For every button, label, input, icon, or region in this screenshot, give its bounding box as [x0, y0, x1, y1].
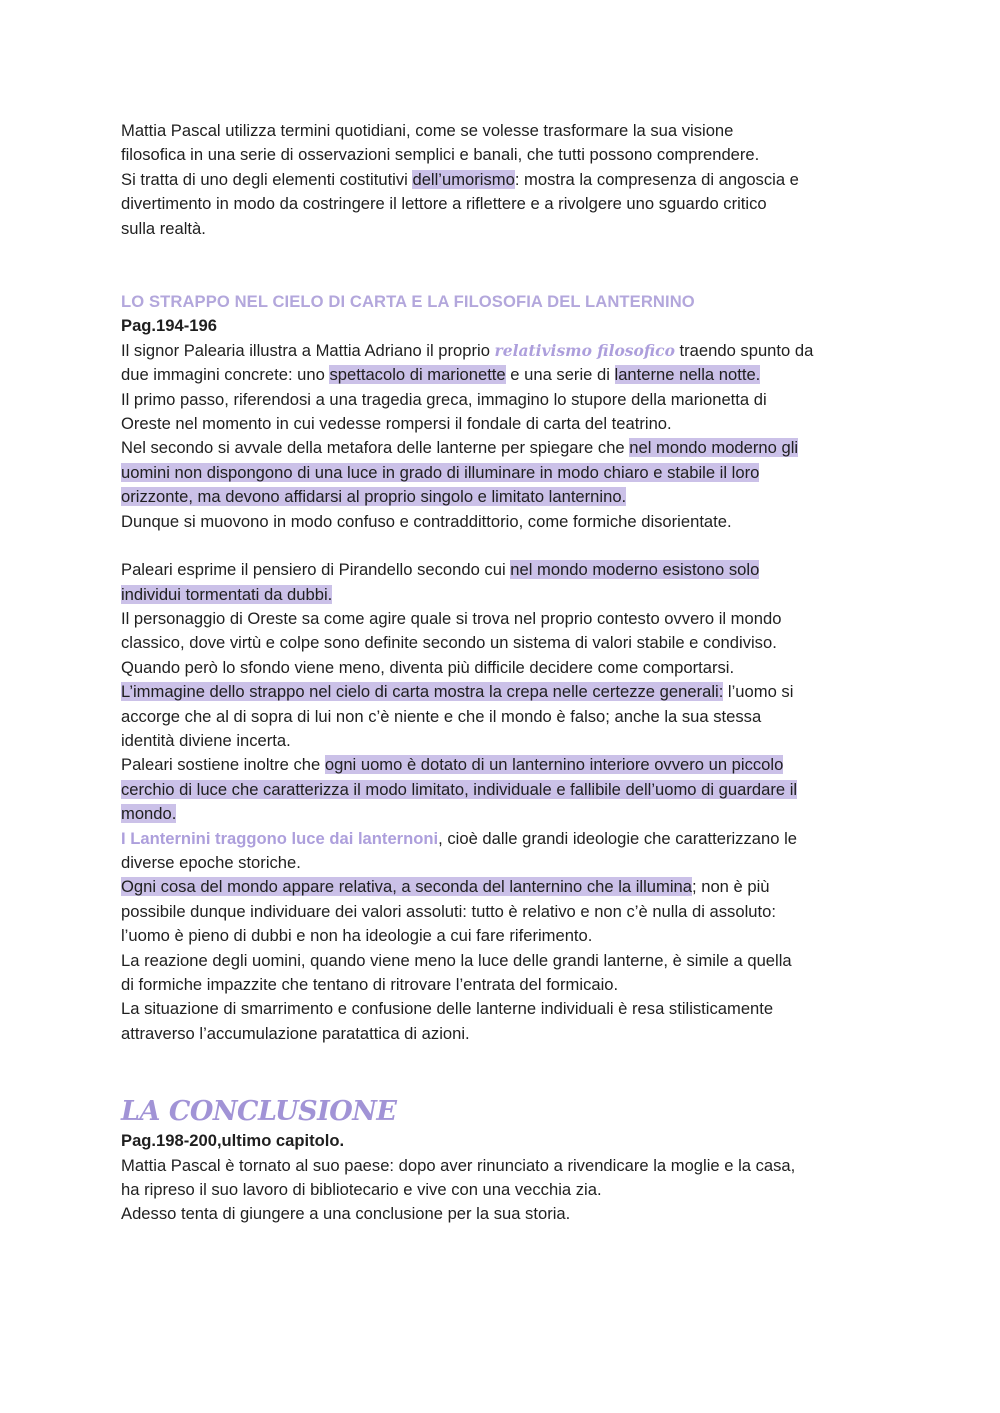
text-line: La situazione di smarrimento e confusione delle lanterne individuali è resa stilisticamente — [121, 999, 774, 1019]
highlighted-text: cerchio di luce che caratterizza il modo limitato, individuale e fallibile dell’uomo di guardare il — [121, 779, 798, 799]
text-line: filosofica in una serie di osservazioni semplici e banali, che tutti possono comprendere. — [121, 145, 760, 165]
highlighted-text: Ogni cosa del mondo appare relativa, a seconda del lanternino che la illumina — [121, 877, 692, 897]
text-line: Dunque si muovono in modo confuso e contraddittorio, come formiche disorientate. — [121, 511, 732, 531]
text-line: Il primo passo, riferendosi a una tragedia greca, immagino lo stupore della marionetta di — [121, 389, 767, 409]
text-run: due immagini concrete: uno — [121, 365, 330, 385]
script-emphasis: relativismo filosofico — [494, 340, 675, 360]
highlighted-text: L’immagine dello strappo nel cielo di carta mostra la crepa nelle certezze generali: — [121, 682, 724, 702]
text-line — [121, 485, 881, 509]
text-line: Quando però lo sfondo viene meno, diventa più difficile decidere come comportarsi. — [121, 657, 735, 677]
text-line — [121, 753, 881, 777]
text-line: sulla realtà. — [121, 218, 206, 238]
page-reference: Pag.194-196 — [121, 316, 217, 336]
highlighted-text: lanterne nella notte. — [614, 365, 761, 385]
section-lanternino — [121, 290, 881, 1046]
text-line — [121, 461, 881, 485]
text-line — [121, 436, 881, 460]
text-run: Paleari esprime il pensiero di Pirandello secondo cui — [121, 560, 511, 580]
text-line — [121, 558, 881, 582]
section-heading: LO STRAPPO NEL CIELO DI CARTA E LA FILOSOFIA DEL LANTERNINO — [121, 292, 695, 312]
text-run: ; non è più — [692, 877, 770, 897]
text-line: attraverso l’accumulazione paratattica di azioni. — [121, 1023, 470, 1043]
text-line — [121, 778, 881, 802]
text-line: Mattia Pascal utilizza termini quotidiani, come se volesse trasformare la sua visione — [121, 121, 734, 140]
text-line: l’uomo è pieno di dubbi e non ha ideologie a cui fare riferimento. — [121, 926, 593, 946]
text-run: , cioè dalle grandi ideologie che caratterizzano le — [438, 828, 797, 848]
text-line: Oreste nel momento in cui vedesse rompersi il fondale di carta del teatrino. — [121, 414, 672, 434]
text-line — [121, 802, 881, 826]
highlighted-text: individui tormentati da dubbi. — [121, 584, 333, 604]
text-line: divertimento in modo da costringere il lettore a riflettere e a rivolgere uno sguardo critico — [121, 194, 767, 214]
text-line: classico, dove virtù e colpe sono definite secondo un sistema di valori stabile e condiviso. — [121, 633, 777, 653]
intro-paragraph — [121, 119, 881, 241]
text-line: di formiche impazzite che tentano di ritrovare l’entrata del formicaio. — [121, 975, 619, 994]
text-line — [121, 339, 881, 363]
text-line: diverse epoche storiche. — [121, 852, 301, 872]
text-run: e una serie di — [505, 365, 615, 385]
text-run: : mostra la compresenza di angoscia e — [514, 169, 799, 189]
document-page — [121, 119, 881, 1227]
text-run: l’uomo si — [723, 682, 794, 702]
text-line: possibile dunque individuare dei valori assoluti: tutto è relativo e non c’è nulla di assoluto: — [121, 901, 776, 921]
text-run: Nel secondo si avvale della metafora delle lanterne per spiegare che — [121, 438, 630, 458]
section-title: LA CONCLUSIONE — [121, 1096, 397, 1128]
text-line: ha ripreso il suo lavoro di bibliotecario e vive con una vecchia zia. — [121, 1180, 602, 1200]
text-line — [121, 168, 881, 192]
highlighted-text: mondo. — [121, 804, 177, 824]
text-run: Il signor Palearia illustra a Mattia Adriano il proprio — [121, 340, 495, 360]
highlighted-text: dell’umorismo — [412, 169, 515, 189]
text-line — [121, 680, 881, 704]
highlighted-text: nel mondo moderno gli — [629, 438, 799, 458]
text-line: accorge che al di sopra di lui non c’è niente e che il mondo è falso; anche la sua stessa — [121, 706, 762, 726]
text-run: traendo spunto da — [674, 340, 814, 360]
text-line: identità diviene incerta. — [121, 730, 291, 750]
text-line — [121, 827, 881, 851]
page-reference: Pag.198-200,ultimo capitolo. — [121, 1131, 345, 1151]
text-run: Si tratta di uno degli elementi costitutivi — [121, 169, 413, 189]
text-line — [121, 875, 881, 899]
text-run: Paleari sostiene inoltre che — [121, 755, 325, 775]
highlighted-text: uomini non dispongono di una luce in grado di illuminare in modo chiaro e stabile il loro — [121, 462, 760, 482]
section-conclusione — [121, 1095, 881, 1227]
highlighted-text: ogni uomo è dotato di un lanternino interiore ovvero un piccolo — [324, 755, 784, 775]
text-line: Adesso tenta di giungere a una conclusione per la sua storia. — [121, 1204, 571, 1224]
text-line — [121, 583, 881, 607]
text-line — [121, 363, 881, 387]
highlighted-text: spettacolo di marionette — [329, 365, 506, 385]
highlighted-text: orizzonte, ma devono affidarsi al proprio singolo e limitato lanternino. — [121, 487, 627, 507]
text-line: Mattia Pascal è tornato al suo paese: dopo aver rinunciato a rivendicare la moglie e la casa, — [121, 1155, 796, 1175]
text-line: Il personaggio di Oreste sa come agire quale si trova nel proprio contesto ovvero il mondo — [121, 608, 782, 628]
text-line: La reazione degli uomini, quando viene meno la luce delle grandi lanterne, è simile a quella — [121, 950, 792, 970]
highlighted-text: nel mondo moderno esistono solo — [510, 560, 760, 580]
accent-text: I Lanternini traggono luce dai lanternoni — [121, 828, 439, 848]
